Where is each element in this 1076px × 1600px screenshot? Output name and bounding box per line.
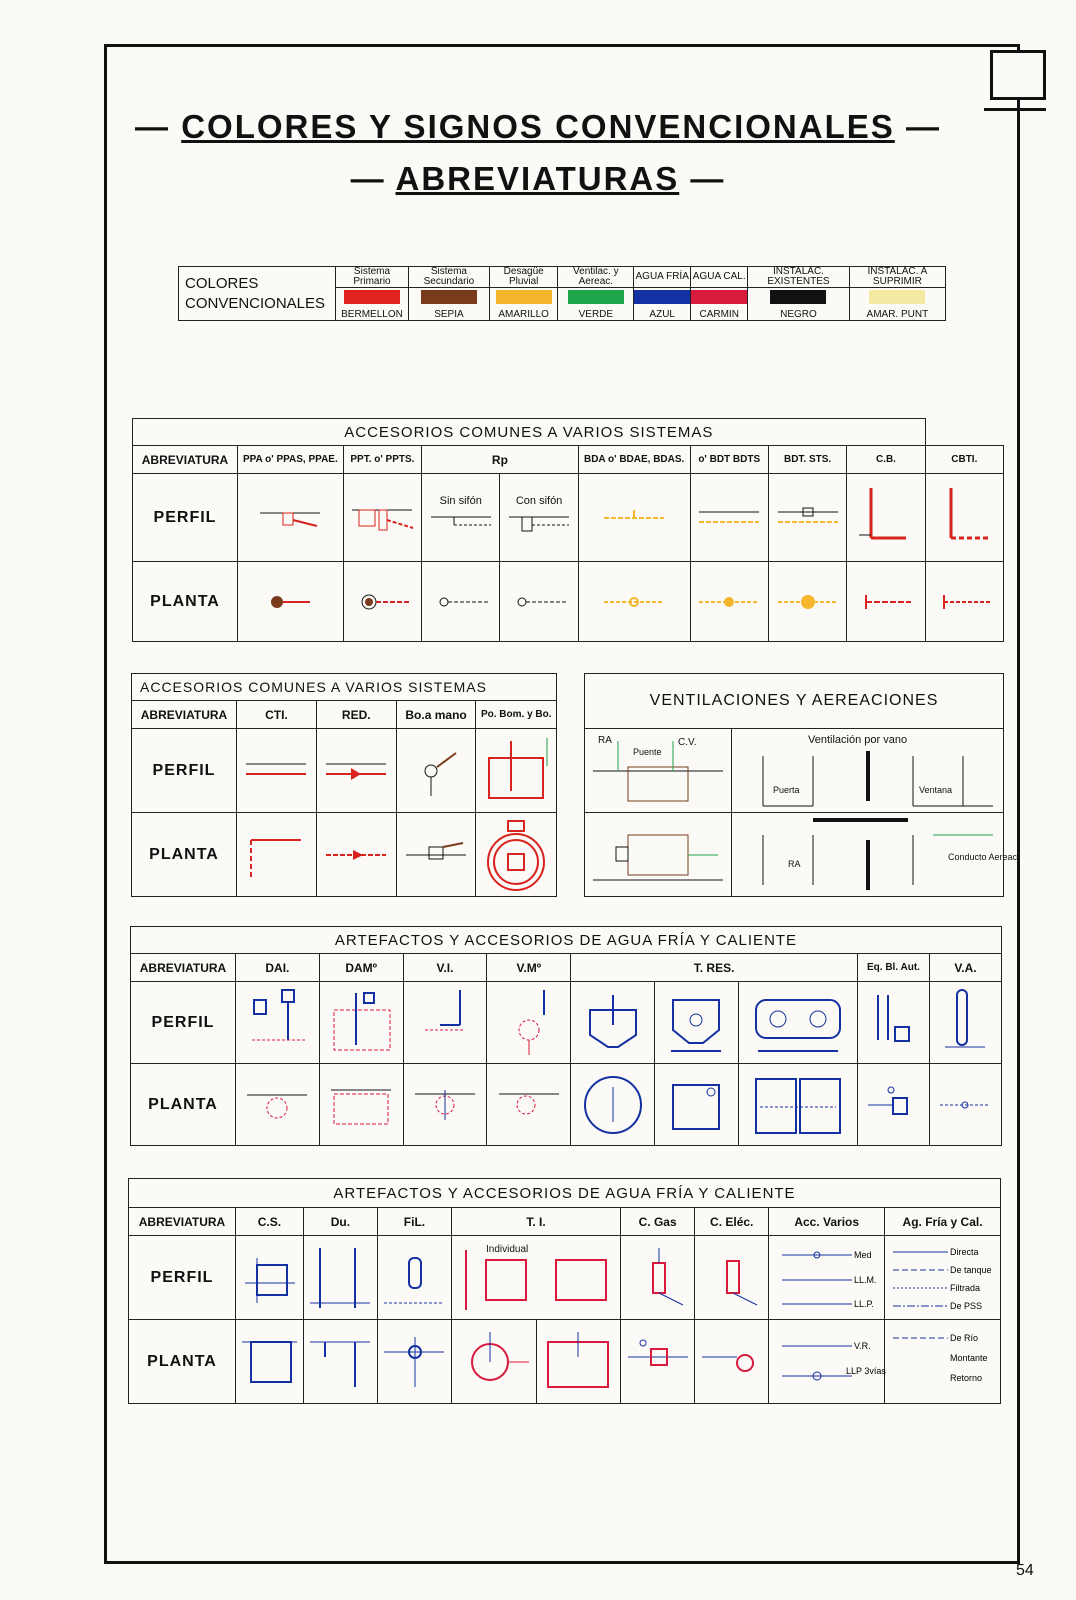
color-system: Sistema Primario xyxy=(336,267,409,288)
abbr-header: ABREVIATURA xyxy=(133,446,238,474)
symbol-ppt-planta xyxy=(343,562,421,642)
table-title: ACCESORIOS COMUNES A VARIOS SISTEMAS xyxy=(133,419,926,446)
ag-label: Retorno xyxy=(949,1372,982,1383)
perfil-label: PERFIL xyxy=(132,729,237,813)
ag-label: Montante xyxy=(949,1352,988,1363)
symbol-dam-planta xyxy=(319,1064,403,1146)
symbol-du-perfil xyxy=(303,1236,377,1320)
symbol-bdt-sts-perfil xyxy=(768,474,846,562)
symbol-bo-mano-planta xyxy=(396,813,476,897)
planta-label: PLANTA xyxy=(129,1320,236,1404)
col-header: PPT. o' PPTS. xyxy=(343,446,421,474)
col-header: CTI. xyxy=(237,701,317,729)
ag-label: Filtrada xyxy=(949,1282,980,1293)
planta-label: PLANTA xyxy=(133,562,238,642)
col-header: V.A. xyxy=(929,954,1001,982)
puerta-label: Puerta xyxy=(772,784,800,795)
symbol-dai-perfil xyxy=(236,982,320,1064)
symbol-cs-perfil xyxy=(236,1236,304,1320)
color-swatch-cell xyxy=(748,288,850,321)
col-header: V.I. xyxy=(403,954,487,982)
symbol-cs-planta xyxy=(236,1320,304,1404)
col-header: FiL. xyxy=(377,1208,451,1236)
col-header: T. RES. xyxy=(571,954,858,982)
vent-planta-1 xyxy=(585,813,732,897)
symbol-bo-mano-perfil xyxy=(396,729,476,813)
symbol-ti-perfil xyxy=(452,1236,621,1320)
ventana-label: Ventana xyxy=(918,784,952,795)
perfil-label: PERFIL xyxy=(133,474,238,562)
colors-table xyxy=(178,266,946,321)
color-system: Ventilac. y Aereac. xyxy=(558,267,634,288)
symbol-tres-perfil-2 xyxy=(654,982,738,1064)
color-swatch xyxy=(770,290,826,304)
symbol-ppa-perfil xyxy=(238,474,344,562)
symbol-bdt-sts-planta xyxy=(768,562,846,642)
col-header: Du. xyxy=(303,1208,377,1236)
table-artefactos-1 xyxy=(130,926,1002,1146)
color-swatch-cell xyxy=(408,288,489,321)
puente-label: Puente xyxy=(633,746,662,757)
symbol-rp-con-planta xyxy=(500,562,578,642)
color-name: AMARILLO xyxy=(498,309,549,320)
color-swatch-cell xyxy=(849,288,945,321)
color-system: INSTALAC. A SUPRIMIR xyxy=(849,267,945,288)
acc-label: LL.P. xyxy=(853,1298,874,1309)
symbol-fil-perfil xyxy=(377,1236,451,1320)
col-header: PPA o' PPAS, PPAE. xyxy=(238,446,344,474)
symbol-ppt-perfil xyxy=(343,474,421,562)
vent-perfil-1 xyxy=(585,729,732,813)
symbol-cb-planta xyxy=(847,562,925,642)
col-header: Po. Bom. y Bo. xyxy=(476,701,557,729)
symbol-rp-sin-planta xyxy=(422,562,500,642)
table-title: ARTEFACTOS Y ACCESORIOS DE AGUA FRÍA Y CALIENTE xyxy=(131,927,1002,954)
symbol-vi-perfil xyxy=(403,982,487,1064)
page-title: — COLORES Y SIGNOS CONVENCIONALES — xyxy=(135,108,941,145)
colors-label: COLORES CONVENCIONALES xyxy=(179,267,336,321)
acc-label: LL.M. xyxy=(853,1274,877,1285)
acc-label: Med xyxy=(853,1249,872,1260)
symbol-red-planta xyxy=(316,813,396,897)
symbol-dam-perfil xyxy=(319,982,403,1064)
table-title: VENTILACIONES Y AEREACIONES xyxy=(585,674,1004,729)
ra-label-2: RA xyxy=(787,858,801,869)
symbol-celec-planta xyxy=(695,1320,769,1404)
col-header: DAI. xyxy=(236,954,320,982)
col-header: BDA o' BDAE, BDAS. xyxy=(578,446,690,474)
table-title: ACCESORIOS COMUNES A VARIOS SISTEMAS xyxy=(132,674,557,701)
col-header: C.S. xyxy=(236,1208,304,1236)
symbol-bda-perfil xyxy=(578,474,690,562)
ag-label: De tanque xyxy=(949,1264,992,1275)
symbol-tres-perfil-1 xyxy=(571,982,655,1064)
col-header: RED. xyxy=(316,701,396,729)
symbol-ti-planta-1 xyxy=(452,1320,537,1404)
symbol-po-bom-planta xyxy=(476,813,557,897)
color-name: AMAR. PUNT xyxy=(866,309,929,320)
cv-label: C.V. xyxy=(678,736,697,748)
symbol-bdt-perfil xyxy=(690,474,768,562)
color-swatch-cell xyxy=(489,288,558,321)
color-system: Sistema Secundario xyxy=(408,267,489,288)
color-swatch xyxy=(344,290,400,304)
symbol-tres-planta-1 xyxy=(571,1064,655,1146)
symbol-cbti-perfil xyxy=(925,474,1003,562)
ag-fria-cal-planta xyxy=(885,1320,1001,1404)
symbol-va-perfil xyxy=(929,982,1001,1064)
symbol-va-planta xyxy=(929,1064,1001,1146)
table-accesorios-1 xyxy=(132,418,1004,642)
symbol-fil-planta xyxy=(377,1320,451,1404)
symbol-eqbl-perfil xyxy=(857,982,929,1064)
col-header: C.B. xyxy=(847,446,925,474)
color-swatch xyxy=(634,290,690,304)
color-name: AZUL xyxy=(649,309,675,320)
symbol-cbti-planta xyxy=(925,562,1003,642)
planta-label: PLANTA xyxy=(131,1064,236,1146)
color-swatch xyxy=(568,290,624,304)
col-header: C. Eléc. xyxy=(695,1208,769,1236)
table-title: ARTEFACTOS Y ACCESORIOS DE AGUA FRÍA Y CALIENTE xyxy=(129,1179,1001,1208)
symbol-ppa-planta xyxy=(238,562,344,642)
symbol-vm-planta xyxy=(487,1064,571,1146)
acc-varios-perfil xyxy=(769,1236,885,1320)
color-name: SEPIA xyxy=(434,309,464,320)
symbol-tres-perfil-3 xyxy=(738,982,857,1064)
col-header: BDT. STS. xyxy=(768,446,846,474)
color-system: Desagüe Pluvial xyxy=(489,267,558,288)
conducto-label: Conducto Aereac. xyxy=(947,851,1020,862)
symbol-tres-planta-3 xyxy=(738,1064,857,1146)
symbol-tres-planta-2 xyxy=(654,1064,738,1146)
table-accesorios-2 xyxy=(131,673,557,897)
color-swatch xyxy=(421,290,477,304)
color-swatch-cell xyxy=(634,288,691,321)
color-system: INSTALAC. EXISTENTES xyxy=(748,267,850,288)
individual-label: Individual xyxy=(486,1243,529,1255)
abbr-header: ABREVIATURA xyxy=(129,1208,236,1236)
col-header: Rp xyxy=(422,446,579,474)
abbr-header: ABREVIATURA xyxy=(132,701,237,729)
ra-label: RA xyxy=(598,734,612,746)
symbol-cgas-perfil xyxy=(621,1236,695,1320)
color-swatch xyxy=(691,290,747,304)
symbol-dai-planta xyxy=(236,1064,320,1146)
perfil-label: PERFIL xyxy=(131,982,236,1064)
symbol-red-perfil xyxy=(316,729,396,813)
symbol-cti-planta xyxy=(237,813,317,897)
symbol-celec-perfil xyxy=(695,1236,769,1320)
symbol-cb-perfil xyxy=(847,474,925,562)
color-name: VERDE xyxy=(578,309,614,320)
symbol-eqbl-planta xyxy=(857,1064,929,1146)
color-name: BERMELLON xyxy=(341,309,403,320)
page-subtitle: — ABREVIATURAS — xyxy=(350,160,726,197)
ag-label: Directa xyxy=(949,1246,979,1257)
table-artefactos-2 xyxy=(128,1178,1001,1404)
col-header: o' BDT BDTS xyxy=(690,446,768,474)
vent-planta-2 xyxy=(732,813,1020,897)
color-swatch-cell xyxy=(558,288,634,321)
col-header: Eq. Bl. Aut. xyxy=(857,954,929,982)
symbol-vi-planta xyxy=(403,1064,487,1146)
symbol-ti-planta-2 xyxy=(536,1320,621,1404)
color-name: CARMIN xyxy=(699,309,739,320)
symbol-po-bom-perfil xyxy=(476,729,557,813)
col-header: Acc. Varios xyxy=(769,1208,885,1236)
symbol-rp-con-sifon: Con sifón xyxy=(500,474,578,562)
color-swatch-cell xyxy=(336,288,409,321)
abbr-header: ABREVIATURA xyxy=(131,954,236,982)
color-swatch xyxy=(496,290,552,304)
color-swatch xyxy=(869,290,925,304)
color-swatch-cell xyxy=(691,288,748,321)
col-header: Bo.a mano xyxy=(396,701,476,729)
corner-box xyxy=(990,50,1046,100)
perfil-label: PERFIL xyxy=(129,1236,236,1320)
col-header: V.Mº xyxy=(487,954,571,982)
page-number: 54 xyxy=(1016,1562,1034,1579)
col-header: DAMº xyxy=(319,954,403,982)
col-header: T. I. xyxy=(452,1208,621,1236)
table-ventilaciones xyxy=(584,673,1020,897)
color-system: AGUA CAL. xyxy=(691,267,748,288)
symbol-du-planta xyxy=(303,1320,377,1404)
symbol-cgas-planta xyxy=(621,1320,695,1404)
symbol-bda-planta xyxy=(578,562,690,642)
ag-label: De Río xyxy=(949,1332,978,1343)
acc-label: V.R. xyxy=(853,1340,871,1351)
ag-fria-cal-perfil xyxy=(885,1236,1001,1320)
symbol-rp-sin-sifon: Sin sifón xyxy=(422,474,500,562)
col-header: C. Gas xyxy=(621,1208,695,1236)
symbol-cti-perfil xyxy=(237,729,317,813)
col-header: CBTI. xyxy=(925,446,1003,474)
col-header: Ag. Fría y Cal. xyxy=(885,1208,1001,1236)
vent-vano-label: Ventilación por vano xyxy=(807,733,907,746)
acc-varios-planta xyxy=(769,1320,885,1404)
ag-label: De PSS xyxy=(949,1300,982,1311)
acc-label: LLP 3vías xyxy=(845,1365,886,1376)
vent-perfil-2 xyxy=(732,729,1004,813)
symbol-bdt-planta xyxy=(690,562,768,642)
color-name: NEGRO xyxy=(780,309,817,320)
planta-label: PLANTA xyxy=(132,813,237,897)
symbol-vm-perfil xyxy=(487,982,571,1064)
color-system: AGUA FRÍA xyxy=(634,267,691,288)
